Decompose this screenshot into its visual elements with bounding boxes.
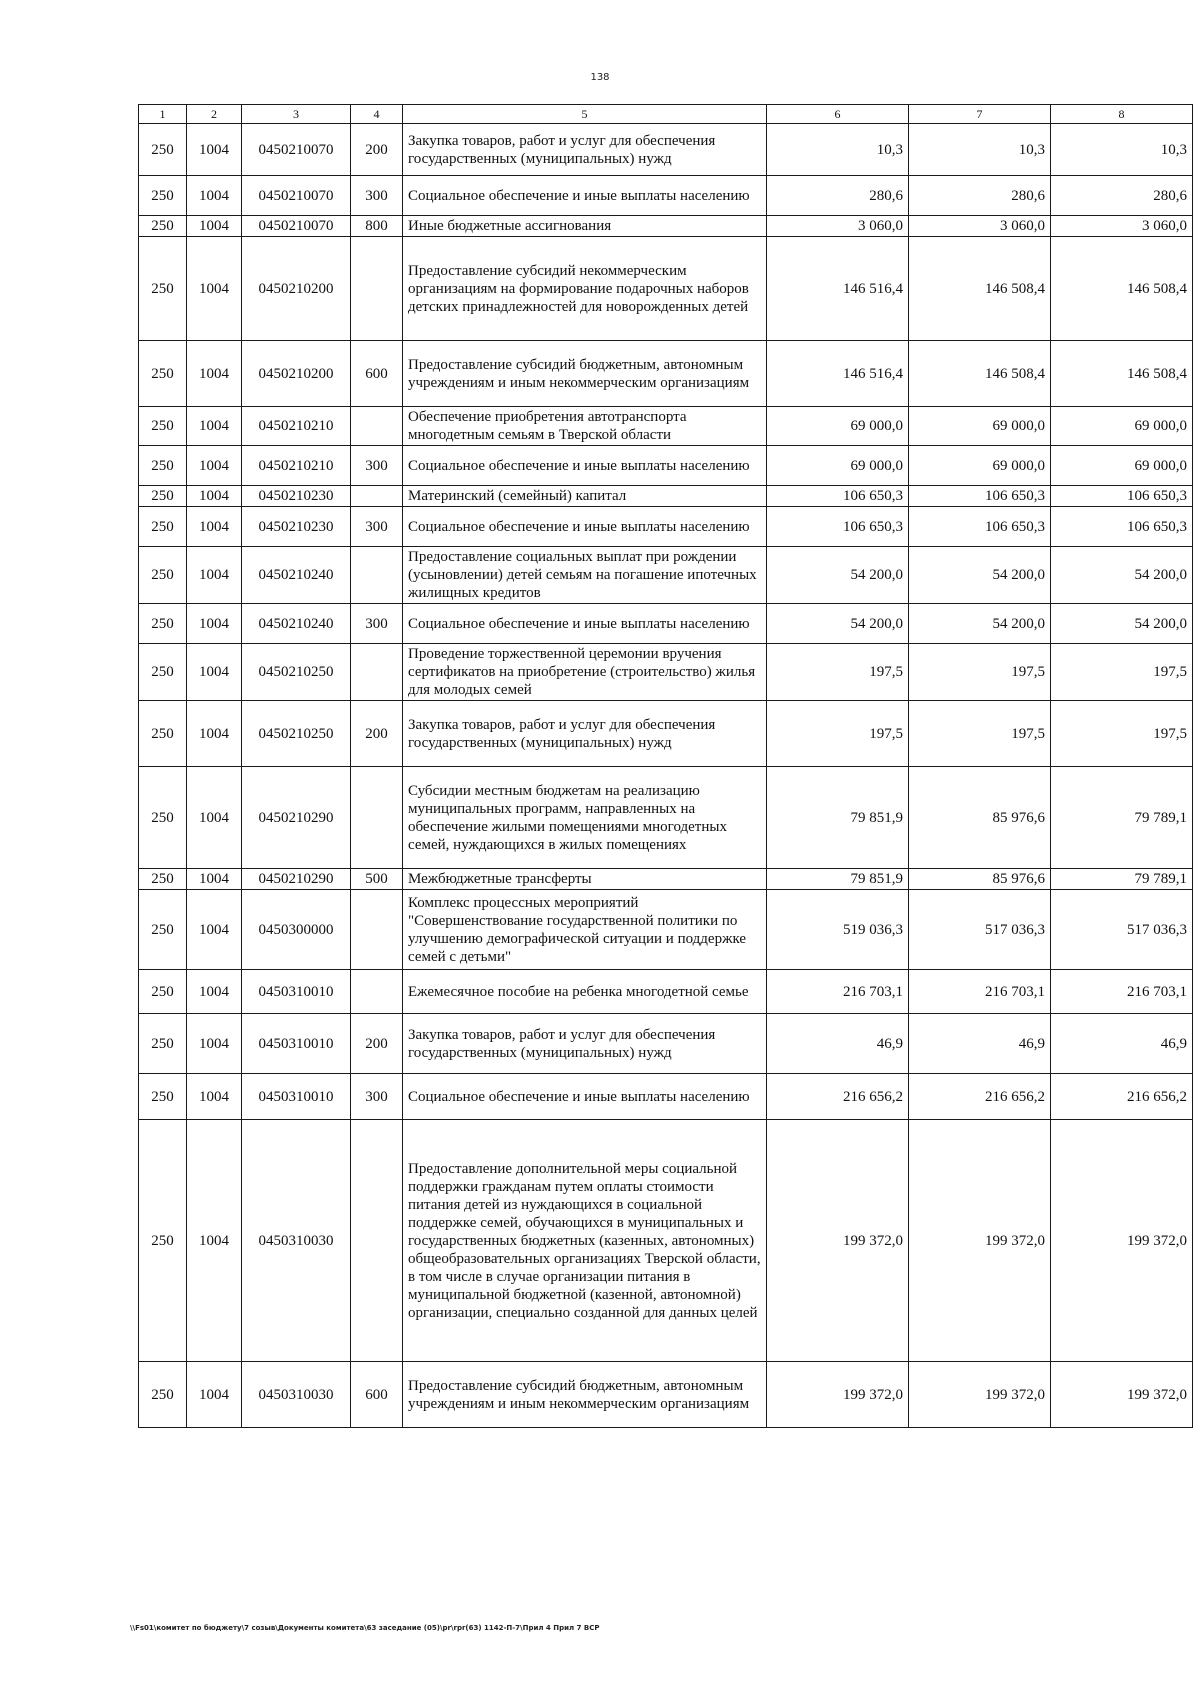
cell-amount-year-3: 216 703,1	[1051, 970, 1193, 1014]
table-row	[139, 869, 1193, 890]
cell-amount-year-3: 10,3	[1051, 124, 1193, 176]
cell-grbs-code: 250	[139, 970, 187, 1014]
table-row	[139, 701, 1193, 767]
cell-description: Субсидии местным бюджетам на реализацию муниципальных программ, направленных на обеспечение жилыми помещениями многодетных семей, нуждающихся в жилых помещениях	[403, 767, 767, 869]
table-header	[139, 105, 1193, 124]
cell-expense-type-code	[351, 1120, 403, 1362]
cell-amount-year-3: 106 650,3	[1051, 507, 1193, 547]
cell-grbs-code: 250	[139, 407, 187, 446]
cell-section-code: 1004	[187, 701, 242, 767]
cell-amount-year-2: 54 200,0	[909, 547, 1051, 604]
cell-section-code: 1004	[187, 176, 242, 216]
cell-target-article-code: 0450210240	[242, 547, 351, 604]
cell-grbs-code: 250	[139, 869, 187, 890]
cell-grbs-code: 250	[139, 547, 187, 604]
cell-expense-type-code: 200	[351, 1014, 403, 1074]
table-row	[139, 644, 1193, 701]
cell-grbs-code: 250	[139, 890, 187, 970]
cell-amount-year-2: 46,9	[909, 1014, 1051, 1074]
cell-grbs-code: 250	[139, 767, 187, 869]
cell-section-code: 1004	[187, 644, 242, 701]
file-path-footer: \\Fs01\комитет по бюджету\7 созыв\Документы комитета\63 заседание (05)\pr\rpr(63) 1142-П-7\Прил 4 Прил 7 ВСР	[130, 1624, 600, 1632]
cell-section-code: 1004	[187, 1074, 242, 1120]
cell-expense-type-code	[351, 486, 403, 507]
table-row	[139, 507, 1193, 547]
cell-amount-year-1: 280,6	[767, 176, 909, 216]
table-row	[139, 1362, 1193, 1428]
header-col-3: 3	[242, 105, 351, 124]
cell-amount-year-3: 106 650,3	[1051, 486, 1193, 507]
cell-amount-year-2: 146 508,4	[909, 237, 1051, 341]
cell-amount-year-3: 79 789,1	[1051, 869, 1193, 890]
cell-expense-type-code: 200	[351, 124, 403, 176]
cell-expense-type-code: 300	[351, 176, 403, 216]
cell-description: Предоставление субсидий некоммерческим организациям на формирование подарочных наборов детских принадлежностей для новорожденных детей	[403, 237, 767, 341]
cell-target-article-code: 0450310010	[242, 1014, 351, 1074]
budget-table	[138, 104, 1193, 1428]
cell-description: Обеспечение приобретения автотранспорта многодетным семьям в Тверской области	[403, 407, 767, 446]
cell-description: Предоставление дополнительной меры социальной поддержки гражданам путем оплаты стоимости питания детей из нуждающихся в социальной поддержке семей, обучающихся в муниципальных и государственных бюджетных (казенных, автономных) общеобразовательных организациях Тверской области, в том числе в случае организации питания в муниципальной бюджетной (казенной, автономной) организации, специально созданной для данных целей	[403, 1120, 767, 1362]
cell-expense-type-code: 500	[351, 869, 403, 890]
cell-amount-year-1: 199 372,0	[767, 1362, 909, 1428]
cell-amount-year-2: 216 656,2	[909, 1074, 1051, 1120]
cell-amount-year-1: 106 650,3	[767, 507, 909, 547]
cell-grbs-code: 250	[139, 216, 187, 237]
cell-amount-year-1: 216 656,2	[767, 1074, 909, 1120]
cell-amount-year-2: 199 372,0	[909, 1120, 1051, 1362]
table-row	[139, 341, 1193, 407]
cell-target-article-code: 0450210200	[242, 341, 351, 407]
cell-amount-year-3: 69 000,0	[1051, 446, 1193, 486]
cell-amount-year-3: 69 000,0	[1051, 407, 1193, 446]
cell-target-article-code: 0450210230	[242, 486, 351, 507]
cell-amount-year-3: 197,5	[1051, 644, 1193, 701]
cell-target-article-code: 0450210210	[242, 446, 351, 486]
cell-grbs-code: 250	[139, 507, 187, 547]
cell-expense-type-code: 300	[351, 1074, 403, 1120]
cell-description: Закупка товаров, работ и услуг для обеспечения государственных (муниципальных) нужд	[403, 701, 767, 767]
cell-target-article-code: 0450210210	[242, 407, 351, 446]
header-col-4: 4	[351, 105, 403, 124]
cell-grbs-code: 250	[139, 1362, 187, 1428]
cell-target-article-code: 0450310010	[242, 1074, 351, 1120]
cell-amount-year-1: 69 000,0	[767, 407, 909, 446]
cell-section-code: 1004	[187, 446, 242, 486]
cell-section-code: 1004	[187, 1362, 242, 1428]
table-row	[139, 1120, 1193, 1362]
header-col-8: 8	[1051, 105, 1193, 124]
cell-amount-year-1: 146 516,4	[767, 341, 909, 407]
cell-amount-year-1: 10,3	[767, 124, 909, 176]
cell-grbs-code: 250	[139, 446, 187, 486]
cell-expense-type-code	[351, 890, 403, 970]
cell-description: Социальное обеспечение и иные выплаты населению	[403, 604, 767, 644]
cell-description: Предоставление субсидий бюджетным, автономным учреждениям и иным некоммерческим организациям	[403, 1362, 767, 1428]
cell-amount-year-1: 146 516,4	[767, 237, 909, 341]
cell-amount-year-2: 69 000,0	[909, 446, 1051, 486]
cell-amount-year-2: 10,3	[909, 124, 1051, 176]
cell-expense-type-code	[351, 407, 403, 446]
cell-target-article-code: 0450210290	[242, 869, 351, 890]
table-row	[139, 486, 1193, 507]
table-row	[139, 604, 1193, 644]
cell-amount-year-1: 79 851,9	[767, 767, 909, 869]
cell-description: Комплекс процессных мероприятий "Совершенствование государственной политики по улучшению демографической ситуации и поддержке семей с детьми"	[403, 890, 767, 970]
cell-grbs-code: 250	[139, 644, 187, 701]
cell-amount-year-2: 199 372,0	[909, 1362, 1051, 1428]
cell-description: Проведение торжественной церемонии вручения сертификатов на приобретение (строительство) жилья для молодых семей	[403, 644, 767, 701]
cell-grbs-code: 250	[139, 1120, 187, 1362]
cell-section-code: 1004	[187, 341, 242, 407]
cell-expense-type-code: 800	[351, 216, 403, 237]
cell-amount-year-2: 3 060,0	[909, 216, 1051, 237]
cell-grbs-code: 250	[139, 237, 187, 341]
cell-grbs-code: 250	[139, 341, 187, 407]
cell-expense-type-code	[351, 970, 403, 1014]
cell-description: Предоставление субсидий бюджетным, автономным учреждениям и иным некоммерческим организациям	[403, 341, 767, 407]
cell-target-article-code: 0450310030	[242, 1362, 351, 1428]
cell-section-code: 1004	[187, 767, 242, 869]
cell-target-article-code: 0450210070	[242, 176, 351, 216]
cell-amount-year-3: 54 200,0	[1051, 604, 1193, 644]
cell-amount-year-2: 106 650,3	[909, 507, 1051, 547]
table-row	[139, 176, 1193, 216]
cell-section-code: 1004	[187, 547, 242, 604]
header-col-6: 6	[767, 105, 909, 124]
cell-amount-year-1: 54 200,0	[767, 604, 909, 644]
cell-expense-type-code	[351, 237, 403, 341]
cell-amount-year-2: 85 976,6	[909, 869, 1051, 890]
cell-amount-year-1: 197,5	[767, 701, 909, 767]
cell-description: Материнский (семейный) капитал	[403, 486, 767, 507]
cell-grbs-code: 250	[139, 176, 187, 216]
cell-section-code: 1004	[187, 1014, 242, 1074]
cell-expense-type-code	[351, 547, 403, 604]
cell-amount-year-2: 146 508,4	[909, 341, 1051, 407]
cell-amount-year-2: 85 976,6	[909, 767, 1051, 869]
cell-amount-year-3: 146 508,4	[1051, 341, 1193, 407]
cell-expense-type-code	[351, 767, 403, 869]
header-col-7: 7	[909, 105, 1051, 124]
cell-section-code: 1004	[187, 237, 242, 341]
cell-amount-year-3: 197,5	[1051, 701, 1193, 767]
cell-amount-year-2: 106 650,3	[909, 486, 1051, 507]
cell-description: Закупка товаров, работ и услуг для обеспечения государственных (муниципальных) нужд	[403, 124, 767, 176]
cell-amount-year-1: 106 650,3	[767, 486, 909, 507]
cell-section-code: 1004	[187, 507, 242, 547]
cell-amount-year-1: 519 036,3	[767, 890, 909, 970]
cell-target-article-code: 0450210070	[242, 216, 351, 237]
cell-amount-year-1: 199 372,0	[767, 1120, 909, 1362]
header-col-5: 5	[403, 105, 767, 124]
cell-grbs-code: 250	[139, 124, 187, 176]
cell-description: Социальное обеспечение и иные выплаты населению	[403, 1074, 767, 1120]
cell-grbs-code: 250	[139, 1014, 187, 1074]
cell-amount-year-3: 3 060,0	[1051, 216, 1193, 237]
cell-target-article-code: 0450210200	[242, 237, 351, 341]
table-row	[139, 446, 1193, 486]
cell-expense-type-code: 600	[351, 341, 403, 407]
table-row	[139, 1074, 1193, 1120]
cell-description: Предоставление социальных выплат при рождении (усыновлении) детей семьям на погашение ипотечных жилищных кредитов	[403, 547, 767, 604]
cell-amount-year-2: 54 200,0	[909, 604, 1051, 644]
header-col-1: 1	[139, 105, 187, 124]
cell-section-code: 1004	[187, 1120, 242, 1362]
cell-section-code: 1004	[187, 890, 242, 970]
table-body	[139, 124, 1193, 1428]
cell-description: Социальное обеспечение и иные выплаты населению	[403, 176, 767, 216]
cell-amount-year-2: 197,5	[909, 644, 1051, 701]
cell-amount-year-2: 216 703,1	[909, 970, 1051, 1014]
cell-section-code: 1004	[187, 970, 242, 1014]
table-row	[139, 407, 1193, 446]
table-row	[139, 124, 1193, 176]
cell-amount-year-1: 79 851,9	[767, 869, 909, 890]
cell-target-article-code: 0450210250	[242, 701, 351, 767]
cell-description: Закупка товаров, работ и услуг для обеспечения государственных (муниципальных) нужд	[403, 1014, 767, 1074]
cell-target-article-code: 0450210240	[242, 604, 351, 644]
table-row	[139, 890, 1193, 970]
cell-description: Ежемесячное пособие на ребенка многодетной семье	[403, 970, 767, 1014]
table-row	[139, 547, 1193, 604]
cell-section-code: 1004	[187, 407, 242, 446]
cell-section-code: 1004	[187, 869, 242, 890]
cell-amount-year-1: 54 200,0	[767, 547, 909, 604]
cell-amount-year-3: 54 200,0	[1051, 547, 1193, 604]
cell-expense-type-code: 300	[351, 604, 403, 644]
cell-target-article-code: 0450310030	[242, 1120, 351, 1362]
cell-amount-year-3: 216 656,2	[1051, 1074, 1193, 1120]
header-col-2: 2	[187, 105, 242, 124]
cell-target-article-code: 0450210250	[242, 644, 351, 701]
cell-description: Социальное обеспечение и иные выплаты населению	[403, 446, 767, 486]
cell-description: Межбюджетные трансферты	[403, 869, 767, 890]
cell-amount-year-3: 79 789,1	[1051, 767, 1193, 869]
cell-amount-year-3: 146 508,4	[1051, 237, 1193, 341]
cell-target-article-code: 0450210070	[242, 124, 351, 176]
cell-amount-year-3: 199 372,0	[1051, 1362, 1193, 1428]
cell-amount-year-1: 197,5	[767, 644, 909, 701]
table-row	[139, 970, 1193, 1014]
cell-section-code: 1004	[187, 486, 242, 507]
cell-description: Иные бюджетные ассигнования	[403, 216, 767, 237]
cell-section-code: 1004	[187, 604, 242, 644]
cell-description: Социальное обеспечение и иные выплаты населению	[403, 507, 767, 547]
cell-amount-year-2: 280,6	[909, 176, 1051, 216]
cell-section-code: 1004	[187, 216, 242, 237]
cell-amount-year-3: 517 036,3	[1051, 890, 1193, 970]
table-row	[139, 767, 1193, 869]
cell-amount-year-3: 280,6	[1051, 176, 1193, 216]
cell-amount-year-1: 69 000,0	[767, 446, 909, 486]
cell-amount-year-3: 46,9	[1051, 1014, 1193, 1074]
cell-amount-year-2: 197,5	[909, 701, 1051, 767]
cell-grbs-code: 250	[139, 486, 187, 507]
cell-amount-year-2: 69 000,0	[909, 407, 1051, 446]
cell-grbs-code: 250	[139, 1074, 187, 1120]
cell-expense-type-code: 600	[351, 1362, 403, 1428]
cell-target-article-code: 0450300000	[242, 890, 351, 970]
cell-expense-type-code: 200	[351, 701, 403, 767]
cell-amount-year-1: 46,9	[767, 1014, 909, 1074]
cell-target-article-code: 0450210290	[242, 767, 351, 869]
cell-section-code: 1004	[187, 124, 242, 176]
cell-grbs-code: 250	[139, 701, 187, 767]
cell-amount-year-1: 3 060,0	[767, 216, 909, 237]
table-row	[139, 237, 1193, 341]
cell-grbs-code: 250	[139, 604, 187, 644]
cell-target-article-code: 0450310010	[242, 970, 351, 1014]
page-number: 138	[590, 72, 610, 83]
cell-amount-year-1: 216 703,1	[767, 970, 909, 1014]
header-row	[139, 105, 1193, 124]
cell-expense-type-code	[351, 644, 403, 701]
table-row	[139, 1014, 1193, 1074]
table-row	[139, 216, 1193, 237]
cell-expense-type-code: 300	[351, 446, 403, 486]
cell-target-article-code: 0450210230	[242, 507, 351, 547]
cell-amount-year-3: 199 372,0	[1051, 1120, 1193, 1362]
cell-expense-type-code: 300	[351, 507, 403, 547]
cell-amount-year-2: 517 036,3	[909, 890, 1051, 970]
